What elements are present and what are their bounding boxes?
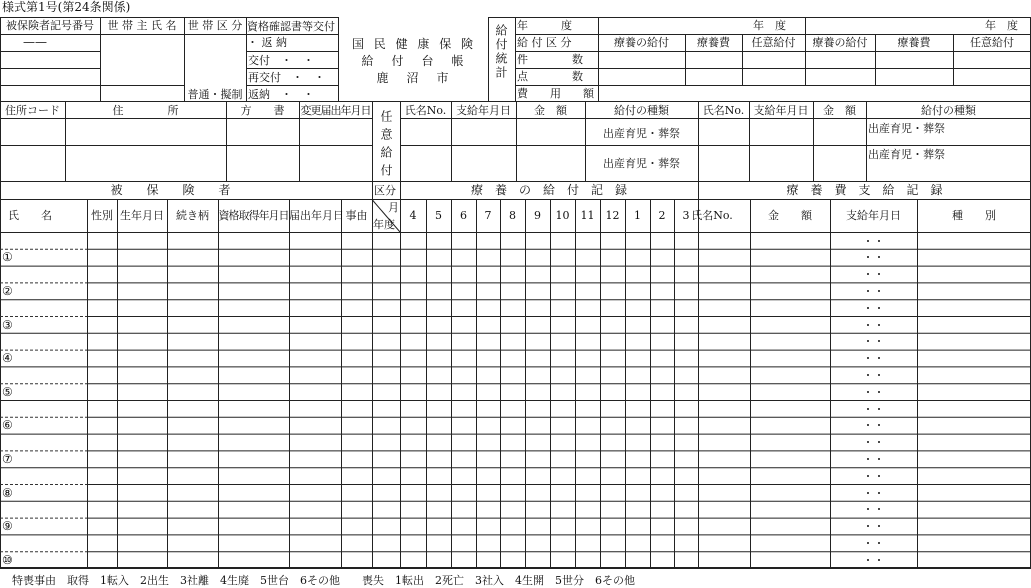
stats-year-2: 年 度 bbox=[985, 19, 1018, 32]
col-name: 氏 名 bbox=[8, 209, 52, 222]
stats-col-1: 療養の給付 bbox=[614, 36, 669, 49]
ob-type-value-2b: 出産育児・葬祭 bbox=[868, 148, 945, 161]
row-number-4: ④ bbox=[2, 351, 13, 365]
month-3: 3 bbox=[682, 209, 690, 222]
paydate-dots: ・・ bbox=[862, 453, 885, 466]
month-2: 2 bbox=[658, 209, 666, 222]
address-supplement-header: 方 書 bbox=[240, 104, 285, 117]
ob-type-value-2a: 出産育児・葬祭 bbox=[868, 122, 945, 135]
month-8: 8 bbox=[509, 209, 516, 222]
month-1: 1 bbox=[634, 209, 641, 222]
paydate-dots: ・・ bbox=[862, 369, 885, 382]
title-insurance: 国 民 健 康 保 険 bbox=[351, 37, 477, 51]
stats-col-6: 任意給付 bbox=[970, 36, 1014, 49]
stats-col-4: 療養の給付 bbox=[812, 36, 868, 49]
stats-row-year: 年 度 bbox=[517, 19, 572, 32]
month-12: 12 bbox=[605, 209, 620, 222]
optional-benefit-label: 任意給付 bbox=[379, 110, 393, 182]
stats-row-count: 件 数 bbox=[517, 53, 583, 66]
paydate-dots: ・・ bbox=[862, 403, 885, 416]
paydate-dots: ・・ bbox=[862, 503, 885, 516]
row-number-9: ⑨ bbox=[2, 519, 13, 533]
paydate-dots: ・・ bbox=[862, 554, 885, 567]
household-class-header: 世 帯 区 分 bbox=[187, 19, 243, 32]
household-class-values: 普通・擬制 bbox=[187, 88, 243, 101]
row-number-5: ⑤ bbox=[2, 385, 13, 399]
ob-type-value-1a: 出産育児・葬祭 bbox=[603, 127, 680, 140]
month-6: 6 bbox=[460, 209, 467, 222]
month-5: 5 bbox=[435, 209, 442, 222]
row-number-10: ⑩ bbox=[2, 553, 13, 567]
stats-row-cost: 費 用 額 bbox=[517, 87, 594, 100]
month-10: 10 bbox=[555, 209, 570, 222]
stats-vertical-label: 給付統計 bbox=[494, 24, 508, 80]
stats-year-1: 年 度 bbox=[753, 19, 786, 32]
insured-number-header: 被保険者記号番号 bbox=[6, 19, 94, 32]
row-number-3: ③ bbox=[2, 318, 13, 332]
paydate-dots: ・・ bbox=[862, 470, 885, 483]
cert-header: 資格確認書等交付 ・ 返 納 bbox=[247, 20, 335, 49]
row-number-7: ⑦ bbox=[2, 452, 13, 466]
stats-col-5: 療養費 bbox=[897, 36, 931, 49]
row-number-1: ① bbox=[2, 250, 13, 264]
col-sex: 性別 bbox=[91, 209, 113, 222]
expense-record-title: 療 養 費 支 給 記 録 bbox=[786, 183, 943, 197]
exp-amount: 金 額 bbox=[768, 209, 812, 222]
cert-row-return: 返納 ・ ・ bbox=[248, 88, 314, 101]
record-kubun: 区分 bbox=[374, 184, 396, 197]
stats-col-3: 任意給付 bbox=[751, 36, 796, 49]
month-9: 9 bbox=[534, 209, 541, 222]
cert-row-issue: 交付 ・ ・ bbox=[248, 54, 314, 67]
paydate-dots: ・・ bbox=[862, 537, 885, 550]
ob-amount-1: 金 額 bbox=[534, 104, 567, 117]
paydate-dots: ・・ bbox=[862, 386, 885, 399]
exp-paydate: 支給年月日 bbox=[846, 209, 901, 222]
paydate-dots: ・・ bbox=[862, 436, 885, 449]
header-month: 月 bbox=[388, 201, 399, 214]
paydate-dots: ・・ bbox=[862, 319, 885, 332]
col-relation: 続き柄 bbox=[176, 209, 209, 222]
stats-col-2: 療養費 bbox=[697, 36, 730, 49]
title-city: 鹿 沼 市 bbox=[376, 71, 452, 85]
col-report-date: 届出年月日 bbox=[289, 209, 344, 222]
paydate-dots: ・・ bbox=[862, 268, 885, 281]
address-code-header: 住所コード bbox=[5, 104, 60, 117]
paydate-dots: ・・ bbox=[862, 302, 885, 315]
form-title: 様式第1号(第24条関係) bbox=[2, 0, 131, 14]
stats-row-class: 給 付 区 分 bbox=[517, 36, 572, 49]
exp-name-no: 氏名No. bbox=[691, 209, 733, 222]
exp-type: 種 別 bbox=[952, 209, 996, 222]
paydate-dots: ・・ bbox=[862, 352, 885, 365]
change-date-header: 変更届出年月日 bbox=[300, 104, 371, 117]
ob-name-no-1: 氏名No. bbox=[404, 104, 447, 117]
ob-paydate-2: 支給年月日 bbox=[753, 104, 809, 117]
col-reason: 事由 bbox=[345, 209, 368, 222]
ob-type-1: 給付の種類 bbox=[614, 104, 669, 117]
paydate-dots: ・・ bbox=[862, 251, 885, 264]
medical-record-title: 療 養 の 給 付 記 録 bbox=[470, 183, 627, 197]
ob-name-no-2: 氏名No. bbox=[702, 104, 745, 117]
paydate-dots: ・・ bbox=[862, 235, 885, 248]
cert-row-reissue: 再交付 ・ ・ bbox=[248, 71, 325, 84]
ob-amount-2: 金 額 bbox=[823, 104, 856, 117]
ob-paydate-1: 支給年月日 bbox=[456, 104, 511, 117]
paydate-dots: ・・ bbox=[862, 520, 885, 533]
header-nendo: 年度 bbox=[373, 218, 395, 231]
col-birthdate: 生年月日 bbox=[120, 209, 164, 222]
insured-section-title: 被 保 険 者 bbox=[110, 183, 231, 197]
address-header: 住 所 bbox=[112, 104, 179, 117]
paydate-dots: ・・ bbox=[862, 285, 885, 298]
col-acquire-date: 資格取得年月日 bbox=[218, 209, 289, 222]
ob-type-value-1b: 出産育児・葬祭 bbox=[603, 157, 680, 170]
month-4: 4 bbox=[409, 209, 417, 222]
householder-header: 世 帯 主 氏 名 bbox=[107, 19, 177, 32]
paydate-dots: ・・ bbox=[862, 419, 885, 432]
row-number-8: ⑧ bbox=[2, 486, 13, 500]
stats-row-points: 点 数 bbox=[517, 70, 583, 83]
month-11: 11 bbox=[580, 209, 595, 222]
row-number-2: ② bbox=[2, 284, 13, 298]
title-ledger: 給 付 台 帳 bbox=[361, 54, 467, 68]
paydate-dots: ・・ bbox=[862, 487, 885, 500]
paydate-dots: ・・ bbox=[862, 335, 885, 348]
month-7: 7 bbox=[484, 209, 492, 222]
row-number-6: ⑥ bbox=[2, 418, 13, 432]
ob-type-2: 給付の種類 bbox=[921, 104, 976, 117]
insured-number-dash: —— bbox=[23, 35, 47, 49]
footer-reasons: 特喪事由 取得 1転入 2出生 3社離 4生廃 5世台 6その他 喪失 1転出 2死亡 3社入 4生開 5世分 6その他 bbox=[12, 574, 635, 587]
